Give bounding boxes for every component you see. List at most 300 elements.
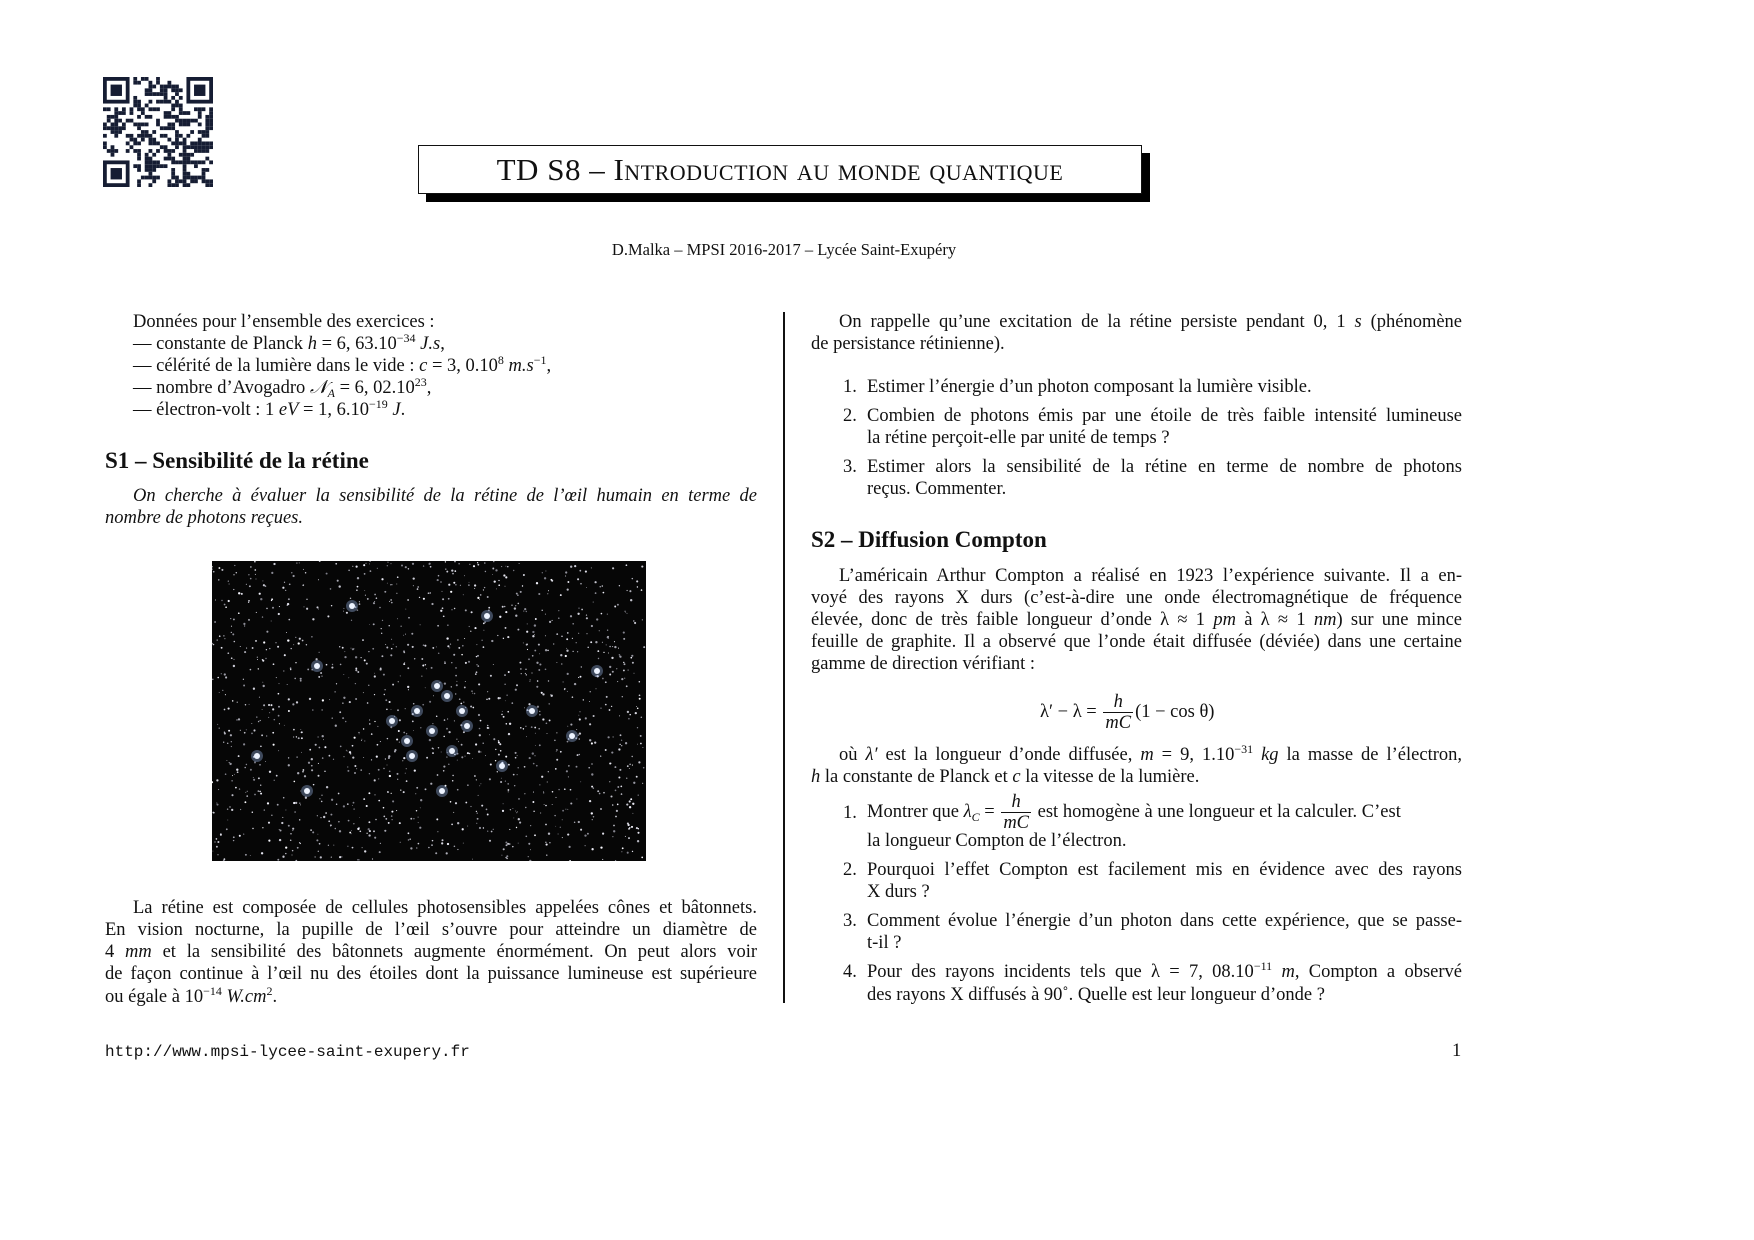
star <box>457 822 459 824</box>
star <box>291 572 292 573</box>
star <box>509 723 511 725</box>
star <box>381 628 382 629</box>
star <box>562 810 564 812</box>
star <box>260 720 261 721</box>
star <box>324 771 325 772</box>
star <box>323 739 324 740</box>
star <box>642 619 643 620</box>
star <box>579 754 581 756</box>
star <box>389 770 391 772</box>
star <box>446 852 448 854</box>
star <box>519 563 520 564</box>
star <box>454 720 455 721</box>
star <box>480 720 482 722</box>
star <box>430 566 432 568</box>
star <box>274 780 275 781</box>
star <box>610 763 611 764</box>
star <box>499 743 501 745</box>
star <box>357 859 359 861</box>
star <box>315 856 316 857</box>
star <box>277 804 279 806</box>
star <box>424 645 426 647</box>
star <box>225 676 227 678</box>
star <box>615 816 617 818</box>
star <box>403 635 404 636</box>
star <box>585 845 586 846</box>
star <box>359 603 361 605</box>
star <box>549 842 550 843</box>
star <box>410 818 412 820</box>
star <box>602 678 604 680</box>
star <box>300 729 301 730</box>
star <box>391 793 392 794</box>
star <box>374 721 375 722</box>
star <box>250 855 251 856</box>
qr-code-icon[interactable] <box>103 77 213 187</box>
star <box>551 580 553 582</box>
star <box>419 827 421 829</box>
star <box>421 658 423 660</box>
star <box>561 635 563 637</box>
star <box>605 681 607 683</box>
star <box>537 706 539 708</box>
star <box>291 854 292 855</box>
star <box>626 804 628 806</box>
star <box>641 566 643 568</box>
star <box>633 782 635 784</box>
star <box>225 606 227 608</box>
text-segment: λ′ − λ = <box>1040 701 1102 722</box>
star <box>351 620 352 621</box>
star <box>572 696 574 698</box>
star <box>459 698 461 700</box>
star <box>470 806 471 807</box>
star <box>524 766 526 768</box>
star <box>584 834 586 836</box>
star <box>262 616 263 617</box>
star <box>363 728 364 729</box>
star <box>233 574 234 575</box>
star <box>447 625 448 626</box>
star <box>515 689 517 691</box>
star <box>262 682 263 683</box>
star <box>621 678 623 680</box>
star <box>558 610 559 611</box>
star <box>432 647 434 649</box>
star <box>322 735 324 737</box>
star <box>317 815 318 816</box>
question-text: Comment évolue l’énergie d’un photon dans cette expérience, que se passe- <box>867 911 1462 931</box>
star <box>343 697 345 699</box>
text-segment: et la sensibilité des bâtonnets augmente énormément. On peut alors voir <box>151 942 757 962</box>
star <box>260 745 262 747</box>
star <box>366 833 367 834</box>
star <box>409 838 410 839</box>
star <box>441 751 442 752</box>
star <box>339 830 341 832</box>
star <box>227 820 228 821</box>
star <box>401 564 403 566</box>
bright-star <box>464 723 470 729</box>
star <box>629 768 630 769</box>
data-intro: Données pour l’ensemble des exercices : <box>133 312 435 332</box>
star <box>591 625 593 627</box>
star <box>540 813 541 814</box>
star <box>611 752 613 754</box>
star <box>553 643 554 644</box>
star <box>632 765 633 766</box>
star <box>555 826 556 827</box>
star <box>384 689 385 690</box>
star <box>425 664 426 665</box>
star <box>360 769 361 770</box>
star <box>418 817 419 818</box>
text-segment: (1 − cos θ) <box>1135 701 1215 722</box>
star <box>284 654 286 656</box>
star <box>259 764 261 766</box>
star <box>272 607 274 609</box>
star <box>487 725 489 727</box>
star <box>418 822 419 823</box>
star <box>606 696 608 698</box>
star <box>545 635 546 636</box>
star <box>346 750 347 751</box>
star <box>268 840 270 842</box>
star <box>224 673 226 675</box>
star <box>294 811 296 813</box>
star <box>445 561 446 562</box>
star <box>624 663 626 665</box>
star <box>369 563 370 564</box>
star <box>269 771 271 773</box>
question-number: 1. <box>843 803 857 823</box>
star <box>369 773 370 774</box>
star <box>218 567 220 569</box>
star <box>499 616 501 618</box>
star <box>451 686 452 687</box>
star <box>605 749 607 751</box>
star <box>318 609 319 610</box>
star <box>266 608 268 610</box>
star <box>363 564 365 566</box>
star <box>528 856 529 857</box>
text: , <box>426 378 432 398</box>
star <box>452 573 454 575</box>
s1-intro-line: On cherche à évaluer la sensibilité de la rétine de l’œil humain en terme de <box>133 486 757 506</box>
text-segment: . <box>272 987 278 1007</box>
star <box>504 684 505 685</box>
star <box>566 650 568 652</box>
star <box>362 847 363 848</box>
data-avogadro <box>133 377 431 399</box>
star <box>386 647 388 649</box>
question-number: 3. <box>843 911 857 931</box>
star <box>335 563 337 565</box>
star <box>607 614 608 615</box>
star <box>215 600 216 601</box>
star <box>262 709 263 710</box>
star <box>472 758 473 759</box>
star <box>248 600 250 602</box>
star <box>262 827 263 828</box>
star <box>513 817 514 818</box>
star <box>283 670 284 671</box>
star <box>457 760 458 761</box>
bright-star <box>404 738 410 744</box>
star <box>570 789 572 791</box>
star <box>279 606 280 607</box>
star <box>620 786 622 788</box>
star <box>480 594 482 596</box>
star <box>318 579 319 580</box>
star <box>422 665 424 667</box>
star <box>274 719 276 721</box>
star <box>271 620 272 621</box>
star <box>423 598 425 600</box>
star <box>277 859 279 861</box>
star <box>463 702 464 703</box>
star <box>585 571 587 573</box>
star <box>391 815 393 817</box>
star <box>490 763 492 765</box>
star <box>580 829 582 831</box>
star <box>239 788 240 789</box>
star <box>474 693 476 695</box>
star <box>446 637 448 639</box>
star <box>456 681 457 682</box>
star <box>287 603 289 605</box>
star <box>251 733 253 735</box>
star <box>506 723 508 725</box>
star <box>565 575 566 576</box>
star <box>353 823 354 824</box>
star <box>405 634 406 635</box>
text: = 1, 6.10 <box>298 400 369 420</box>
star <box>543 791 544 792</box>
star <box>472 859 473 860</box>
star <box>217 841 219 843</box>
star <box>216 804 218 806</box>
page-title: TD S8 – Introduction au monde quantique <box>418 145 1142 194</box>
star <box>357 577 359 579</box>
star <box>443 770 445 772</box>
star <box>228 580 229 581</box>
star <box>442 598 444 600</box>
star <box>300 804 301 805</box>
s2-where-line <box>811 766 1199 788</box>
subscript: A <box>327 386 335 400</box>
star <box>526 644 528 646</box>
question-text: X durs ? <box>867 882 930 902</box>
star <box>476 644 477 645</box>
star <box>372 858 373 859</box>
star <box>556 633 558 635</box>
star <box>515 605 516 606</box>
star <box>225 694 226 695</box>
star <box>219 727 220 728</box>
star <box>399 742 400 743</box>
star <box>570 566 572 568</box>
star <box>501 566 502 567</box>
star <box>609 646 611 648</box>
star <box>498 697 500 699</box>
star <box>224 732 225 733</box>
star <box>219 635 221 637</box>
star <box>561 663 562 664</box>
star <box>300 791 301 792</box>
star <box>378 769 380 771</box>
star <box>222 690 223 691</box>
star <box>438 575 440 577</box>
star <box>258 790 259 791</box>
text-segment: , Compton a observé <box>1294 962 1462 982</box>
star <box>221 600 222 601</box>
text-segment: h <box>1103 692 1133 713</box>
text-segment: (phénomène <box>1361 312 1463 332</box>
exponent: 23 <box>414 375 427 389</box>
star <box>567 673 569 675</box>
star <box>535 745 536 746</box>
question-text: Estimer alors la sensibilité de la rétine en terme de nombre de photons <box>867 457 1462 477</box>
star <box>546 844 548 846</box>
star <box>399 822 401 824</box>
star <box>220 833 221 834</box>
star <box>359 859 360 860</box>
star <box>476 671 478 673</box>
star <box>478 714 480 716</box>
star <box>251 723 252 724</box>
star <box>232 633 234 635</box>
star <box>631 756 632 757</box>
text-segment: m <box>1272 962 1295 982</box>
star <box>266 631 268 633</box>
star <box>554 815 555 816</box>
star <box>505 781 506 782</box>
star <box>246 729 247 730</box>
star <box>315 744 317 746</box>
star <box>253 688 255 690</box>
star <box>374 673 375 674</box>
star <box>228 600 230 602</box>
text: — constante de Planck <box>133 334 308 354</box>
star <box>244 625 245 626</box>
star <box>532 635 534 637</box>
star <box>345 721 347 723</box>
star <box>578 633 579 634</box>
star <box>548 703 549 704</box>
star <box>331 857 332 858</box>
question-number: 2. <box>843 860 857 880</box>
star <box>396 773 398 775</box>
star <box>467 752 469 754</box>
star <box>258 668 259 669</box>
star <box>436 818 438 820</box>
star <box>246 795 248 797</box>
star <box>643 646 645 648</box>
star <box>373 602 375 604</box>
star <box>442 607 444 609</box>
footer-link[interactable]: http://www.mpsi-lycee-saint-exupery.fr <box>105 1043 470 1061</box>
data-planck <box>133 333 445 355</box>
star <box>502 606 504 608</box>
star <box>478 683 480 685</box>
unit: J.s <box>415 334 441 354</box>
star <box>406 780 408 782</box>
star <box>408 839 410 841</box>
star <box>403 757 405 759</box>
star <box>433 695 434 696</box>
star <box>414 658 415 659</box>
star <box>403 732 405 734</box>
star <box>586 633 587 634</box>
star <box>221 647 223 649</box>
star <box>613 830 615 832</box>
star <box>532 631 534 633</box>
star <box>420 807 421 808</box>
star <box>390 654 392 656</box>
star <box>259 791 261 793</box>
star <box>523 728 524 729</box>
star <box>331 667 333 669</box>
star <box>363 798 365 800</box>
star <box>324 746 326 748</box>
star <box>347 766 348 767</box>
star <box>224 858 226 860</box>
star <box>320 817 321 818</box>
star <box>517 629 519 631</box>
star <box>570 615 572 617</box>
star <box>369 723 371 725</box>
star <box>495 749 496 750</box>
star <box>244 732 246 734</box>
text-segment: la constante de Planck et <box>820 767 1013 787</box>
star <box>586 587 587 588</box>
star <box>574 821 576 823</box>
star <box>505 611 507 613</box>
star <box>331 799 333 801</box>
star <box>374 601 375 602</box>
star <box>558 789 559 790</box>
text-segment: m <box>1140 745 1154 765</box>
text-segment: kg <box>1253 745 1279 765</box>
star <box>277 646 279 648</box>
bright-star <box>499 763 505 769</box>
star <box>416 787 418 789</box>
star <box>483 646 485 648</box>
star <box>458 647 460 649</box>
star <box>589 723 591 725</box>
star <box>536 765 538 767</box>
star <box>463 594 464 595</box>
star <box>612 836 613 837</box>
star <box>290 839 292 841</box>
star <box>562 837 563 838</box>
star <box>256 716 257 717</box>
star <box>347 770 349 772</box>
star <box>618 776 620 778</box>
star <box>504 674 506 676</box>
text-segment: nm <box>1313 610 1337 630</box>
star <box>638 761 640 763</box>
star <box>448 584 450 586</box>
star <box>450 644 451 645</box>
star <box>421 676 422 677</box>
star <box>365 595 366 596</box>
star <box>580 583 582 585</box>
star <box>591 567 592 568</box>
star <box>567 726 568 727</box>
star <box>581 609 583 611</box>
